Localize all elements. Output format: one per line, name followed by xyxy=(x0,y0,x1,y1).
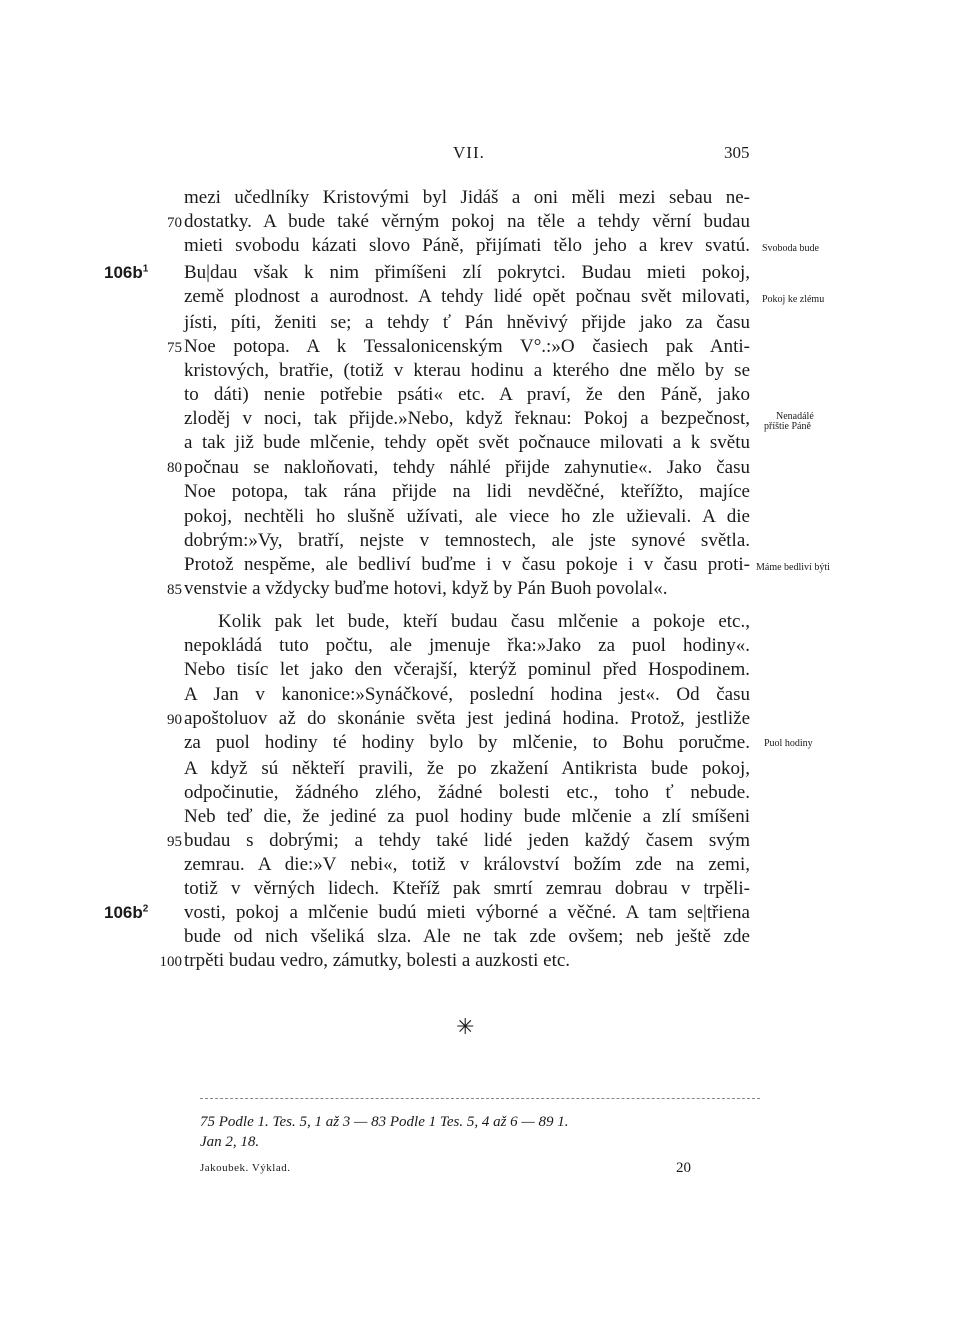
text-line: A Jan v kanonice:»Synáčkové, poslední hodina jest«. Od času xyxy=(184,684,750,705)
marginal-note: Puol hodiny xyxy=(764,738,813,749)
footnote-divider xyxy=(200,1098,760,1099)
footnote-line: 75 Podle 1. Tes. 5, 1 až 3 — 83 Podle 1 Tes. 5, 4 až 6 — 89 1. xyxy=(200,1114,569,1130)
line-number: 100 xyxy=(159,954,182,970)
text-line: Neb teď die, že jediné za puol hodiny bude mlčenie a zlí smíšeni xyxy=(184,806,750,827)
text-line: za puol hodiny té hodiny bylo by mlčenie, to Bohu poručme. xyxy=(184,732,750,753)
text-line: pokoj, nechtěli ho slušně užívati, ale viece ho zle užievali. A die xyxy=(184,506,750,527)
line-number: 85 xyxy=(167,582,182,598)
text-line: Nebo tisíc let jako den včerajší, kterýž pominul před Hospodinem. xyxy=(184,659,750,680)
line-number: 70 xyxy=(167,215,182,231)
text-line: a tak již bude mlčenie, tehdy opět svět počnauce milovati a k světu xyxy=(184,432,750,453)
text-line: dostatky. A bude také věrným pokoj na těle a tehdy věrní budau xyxy=(184,211,750,232)
text-line: apoštoluov až do skonánie světa jest jediná hodina. Protož, jestliže xyxy=(184,708,750,729)
text-line: zemrau. A die:»V nebi«, totiž v království božím zde na zemi, xyxy=(184,854,750,875)
text-line: Kolik pak let bude, kteří budau času mlčenie a pokoje etc., xyxy=(218,611,750,632)
sheet-number: 20 xyxy=(676,1160,691,1176)
line-number: 90 xyxy=(167,712,182,728)
text-line: vosti, pokoj a mlčenie budú mieti výborné a věčné. A tam se|třiena xyxy=(184,902,750,923)
text-line: Protož nespěme, ale bedliví buďme i v času pokoje i v času proti- xyxy=(184,554,750,575)
running-head: VII. xyxy=(453,143,485,162)
text-line: mieti svobodu kázati slovo Páně, přijímati tělo jeho a krev svatú. xyxy=(184,235,750,256)
line-number: 75 xyxy=(167,340,182,356)
page-number: 305 xyxy=(724,143,750,162)
line-number: 95 xyxy=(167,834,182,850)
text-line: zloděj v noci, tak přijde.»Nebo, když řeknau: Pokoj a bezpečnost, xyxy=(184,408,750,429)
text-line: venstvie a vždycky buďme hotovi, když by Pán Buoh povolal«. xyxy=(184,578,668,599)
text-line: nepokládá tuto počtu, ale jmenuje řka:»Jako za puol hodiny«. xyxy=(184,635,750,656)
text-line: jísti, píti, ženiti se; a tehdy ť Pán hněvivý přijde jako za času xyxy=(184,312,750,333)
text-line: Noe potopa. A k Tessalonicenským V°.:»O časiech pak Anti- xyxy=(184,336,750,357)
text-line: trpěti budau vedro, zámutky, bolesti a auzkosti etc. xyxy=(184,950,571,971)
text-line: budau s dobrými; a tehdy také lidé jeden každý časem svým xyxy=(184,830,750,851)
marginal-note: Máme bedliví býti xyxy=(756,562,830,573)
footnote-line: Jan 2, 18. xyxy=(200,1134,260,1150)
line-number: 80 xyxy=(167,460,182,476)
text-line: počnau se nakloňovati, tehdy náhlé přijde zahynutie«. Jako času xyxy=(184,457,750,478)
text-line: A když sú někteří pravili, že po zkažení Antikrista bude pokoj, xyxy=(184,758,750,779)
marginal-note: Svoboda bude xyxy=(762,243,819,254)
marginal-note: Nenadálé xyxy=(776,411,814,422)
text-line: země plodnost a aurodnost. A tehdy lidé opět počnau svět milovati, xyxy=(184,286,750,307)
text-line: dobrým:»Vy, bratří, nejste v temnostech, ale jste synové světla. xyxy=(184,530,750,551)
folio-mark: $106b^2$ xyxy=(104,903,149,922)
text-line: to dáti) nenie potřebie psáti« etc. A praví, že den Páně, jako xyxy=(184,384,750,405)
text-line: mezi učedlníky Kristovými byl Jidáš a oni měli mezi sebau ne- xyxy=(184,187,750,208)
text-line: bude od nich všeliká slza. Ale ne tak zde ovšem; neb ještě zde xyxy=(184,926,750,947)
text-line: kristových, bratřie, (totiž v kterau hodinu a kterého dne mělo by se xyxy=(184,360,750,381)
asterism-ornament: ✳ xyxy=(456,1014,475,1039)
folio-mark: $106b^1$ xyxy=(104,263,149,282)
text-line: odpočinutie, žádného zlého, žádné bolesti etc., toho ť nebude. xyxy=(184,782,750,803)
text-line: totiž v věrných lidech. Kteříž pak smrtí zemrau dobrau v trpěli- xyxy=(184,878,750,899)
text-line: Noe potopa, tak rána přijde na lidi nevděčné, kteřížto, majíce xyxy=(184,481,750,502)
marginal-note: příštie Páně xyxy=(764,421,811,432)
marginal-note: Pokoj ke zlému xyxy=(762,294,825,305)
text-line: Bu|dau však k nim přimíšeni zlí pokrytci. Budau mieti pokoj, xyxy=(184,262,750,283)
signature-mark: Jakoubek. Výklad. xyxy=(200,1162,291,1174)
